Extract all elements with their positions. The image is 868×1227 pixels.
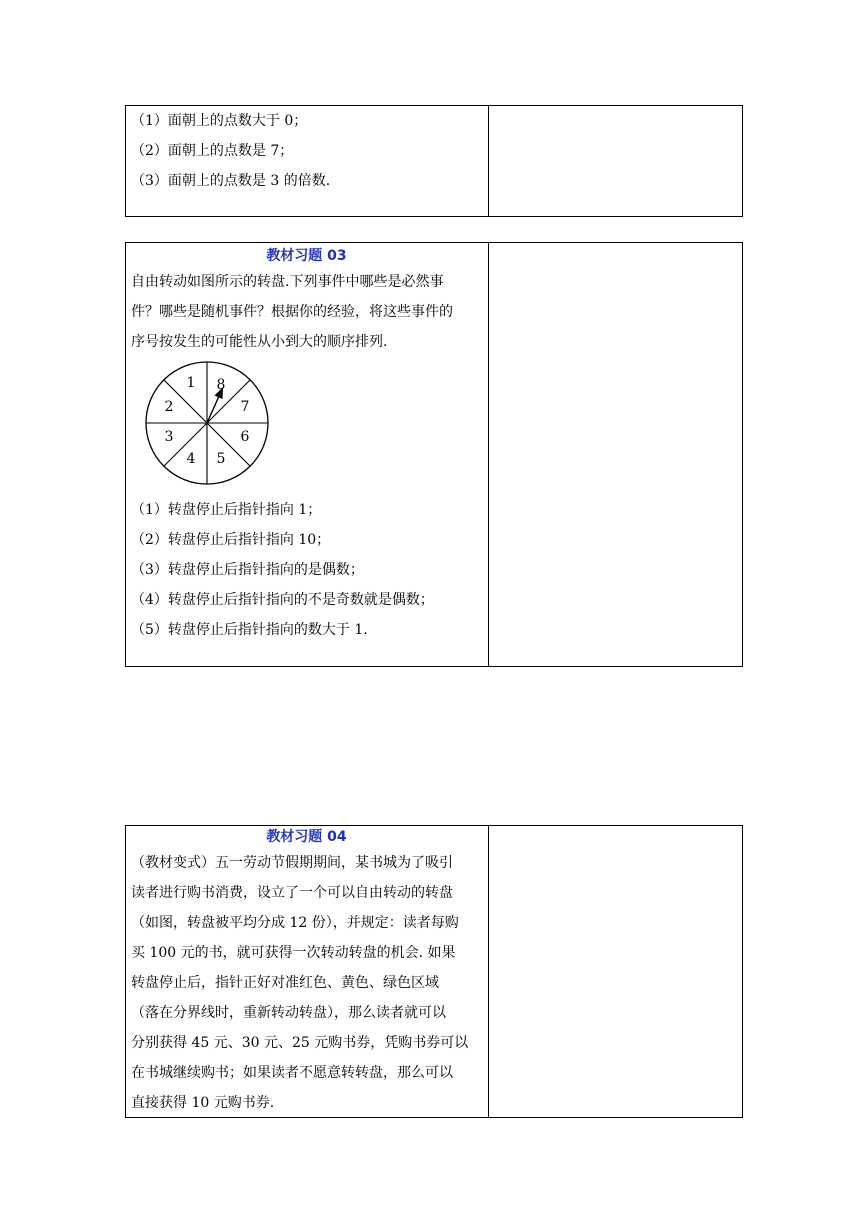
spinner-number: 2 bbox=[164, 399, 174, 415]
list-item: （1）面朝上的点数大于 0； bbox=[131, 113, 308, 129]
paragraph-line: 转盘停止后，指针正好对准红色、黄色、绿色区域 bbox=[131, 975, 439, 991]
list-item: （3）转盘停止后指针指向的是偶数； bbox=[131, 562, 364, 578]
paragraph-line: 买 100 元的书，就可获得一次转动转盘的机会. 如果 bbox=[131, 945, 456, 961]
spinner-number: 6 bbox=[240, 429, 250, 445]
paragraph-line: （如图，转盘被平均分成 12 份），并规定：读者每购 bbox=[131, 915, 459, 931]
answer-cell-1 bbox=[489, 106, 742, 216]
question-box-1 bbox=[125, 105, 743, 217]
paragraph-line: 分别获得 45 元、30 元、25 元购书券，凭购书券可以 bbox=[131, 1035, 469, 1051]
question-box-2 bbox=[125, 242, 743, 667]
paragraph-line: 读者进行购书消费，设立了一个可以自由转动的转盘 bbox=[131, 885, 453, 901]
question-cell-2 bbox=[126, 243, 489, 666]
spinner-number: 5 bbox=[216, 451, 226, 467]
list-item: （1）转盘停止后指针指向 1； bbox=[131, 502, 322, 518]
spinner-number: 4 bbox=[186, 451, 196, 467]
question-cell-1 bbox=[126, 106, 489, 216]
list-item: （4）转盘停止后指针指向的不是奇数就是偶数； bbox=[131, 592, 434, 608]
spinner-number: 3 bbox=[164, 429, 174, 445]
exercise-title: 教材习题 04 bbox=[266, 829, 347, 845]
pointer-arrow bbox=[207, 394, 220, 423]
spinner-number: 8 bbox=[216, 377, 226, 393]
paragraph-line: （落在分界线时，重新转动转盘），那么读者就可以 bbox=[131, 1005, 446, 1021]
prompt-line: 序号按发生的可能性从小到大的顺序排列. bbox=[131, 334, 388, 350]
paragraph-line: （教材变式）五一劳动节假期期间，某书城为了吸引 bbox=[131, 855, 453, 871]
exercise-title: 教材习题 03 bbox=[266, 248, 347, 264]
question-cell-3 bbox=[126, 826, 489, 1117]
answer-cell-2 bbox=[489, 243, 742, 666]
list-item: （2）面朝上的点数是 7； bbox=[131, 143, 294, 159]
answer-cell-3 bbox=[489, 826, 742, 1117]
list-item: （2）转盘停止后指针指向 10； bbox=[131, 532, 331, 548]
question-box-3 bbox=[125, 825, 743, 1118]
spinner-number: 1 bbox=[186, 375, 196, 391]
list-item: （5）转盘停止后指针指向的数大于 1. bbox=[131, 622, 368, 638]
prompt-line: 件？哪些是随机事件？根据你的经验，将这些事件的 bbox=[131, 304, 453, 320]
paragraph-line: 直接获得 10 元购书券. bbox=[131, 1095, 275, 1111]
spinner-wheel bbox=[143, 359, 271, 487]
prompt-line: 自由转动如图所示的转盘.下列事件中哪些是必然事 bbox=[131, 274, 444, 290]
spinner-number: 7 bbox=[240, 399, 250, 415]
paragraph-line: 在书城继续购书；如果读者不愿意转转盘，那么可以 bbox=[131, 1065, 453, 1081]
list-item: （3）面朝上的点数是 3 的倍数. bbox=[131, 173, 331, 189]
